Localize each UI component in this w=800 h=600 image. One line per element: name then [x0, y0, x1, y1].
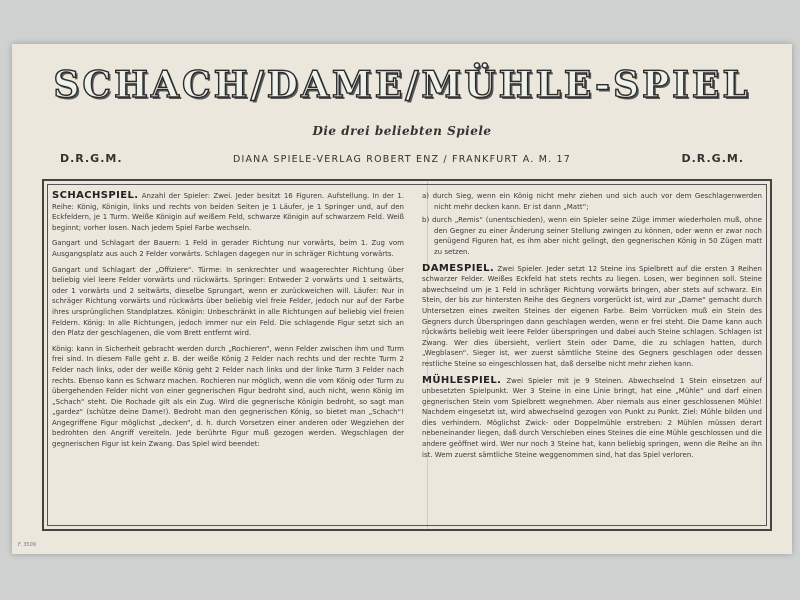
rules-column-left: [52, 191, 404, 455]
page-title: SCHACH/DAME/MÜHLE-SPIEL: [53, 64, 751, 106]
dame-text: Zwei Spieler. Jeder setzt 12 Steine ins Spielbrett auf die ersten 3 Reihen schwarzer Felder. Weißes Eckfeld hat stets rechts zu liegen. Losen, wer beginnen soll. Steine abwechselnd um je 1 Feld in schräger Richtung vorwärts bringen, aber stets auf schwarz. Ein Stein, der bis zur hintersten Reihe des Gegners vorgerückt ist, wird zur „Dame“ gemacht durch Untersetzen eines zweiten Steines der eigenen Farbe. Beim Vorrücken muß ein Stein des Gegners durch Überspringen dann geschlagen werden, wenn er frei steht. Die Dame kann auch rückwärts beliebig weit leere Felder überspringen und dabei auch Steine schlagen. Schlagen ist Zwang. Wer dies übersieht, verliert Stein oder Dame, die zu schlagen hatten, durch „Wegblasen“. Sieger ist, wer zuerst sämtliche Steine des Gegners geschlagen oder dessen restliche Steine so eingeschlossen hat, daß derselbe nicht mehr ziehen kann.: [422, 264, 762, 368]
publisher-line: DIANA SPIELE-VERLAG ROBERT ENZ / FRANKFURT A. M. 17: [232, 154, 572, 165]
koenig-rule: König: kann in Sicherheit gebracht werden durch „Rochieren“, wenn Felder zwischen ihm und Turm frei sind. In diesem Falle geht z. B. der weiße König 2 Felder nach rechts und der rechte Turm 2 Felder nach links, oder der weiße König geht 2 Felder nach links und der linke Turm 3 Felder nach rechts. Ebenso kann es Schwarz machen. Rochieren nur möglich, wenn die vom König oder Turm zu übergehenden Felder nicht von einer gegnerischen Figur bedroht sind, auch nicht, wenn König im „Schach“ steht. Die Rochade gilt als ein Zug. Wird die gegnerische Königin bedroht, so sagt man „gardez“ (schütze deine Dame!). Bedroht man den gegnerischen König, so bietet man „Schach“! Angegriffene Figur möglichst „decken“, d. h. durch Vorsetzen einer anderen oder Wegziehen der bedrohten den Angriff vereiteln. Jede berührte Figur muß gezogen werden. Wegschlagen der gegnerischen Figur ist kein Zwang. Das Spiel wird beendet:: [52, 344, 404, 449]
rules-frame: [42, 179, 772, 531]
offiziere-rule: Gangart und Schlagart der „Offiziere“. Türme: In senkrechter und waagerechter Richtung über beliebig viel leere Felder vorwärts und rückwärts. Springer: Entweder 2 vorwärts und 1 seitwärts, oder 1 vorwärts und 2 seitwärts, dieselbe Sprungart, wenn er zurückweichen will. Läufer: Nur in schräger Richtung vorwärts und rückwärts über beliebig viel freie Felder, jedoch nur auf der Farbe ihres ursprünglichen Standplatzes. Königin: Unbeschränkt in alle Richtungen auf beliebig viel freien Feldern. König: In alle Richtungen, jedoch immer nur ein Feld. Die schlagende Figur setzt sich an den Platz der geschlagenen, die vom Brett entfernt wird.: [52, 265, 404, 338]
rules-column-right: [422, 191, 762, 465]
win-condition-b: b) durch „Remis“ (unentschieden), wenn ein Spieler seine Züge immer wiederholen muß, ohne den Gegner zu einer Änderung seiner Stellung zwingen zu können, oder wenn er zwar noch genügend Figuren hat, es ihm aber nicht gelingt, den gegnerischen König in 50 Zügen matt zu setzen.: [422, 216, 762, 256]
dame-heading: DAMESPIEL.: [422, 262, 495, 274]
muehle-heading: MÜHLESPIEL.: [422, 374, 502, 386]
schach-intro: [52, 191, 404, 233]
game-rules-sheet: [12, 44, 792, 554]
schach-heading: SCHACHSPIEL.: [52, 190, 139, 201]
muehle-section: [422, 376, 762, 461]
drgm-mark-right: D.R.G.M.: [681, 152, 744, 165]
schach-intro-text: Anzahl der Spieler: Zwei. Jeder besitzt 16 Figuren. Aufstellung. In der 1. Reihe: König, Königin, links und rechts von beiden Seiten je 1 Läufer, je 1 Springer und, auf den Eckfeldern, je 1 Turm. Weiße Königin auf weißem Feld, schwarze Königin auf schwarzem Feld. Weiß beginnt; vorher losen. Nach jedem Spiel Farbe wechseln.: [52, 192, 404, 232]
muehle-text: Zwei Spieler mit je 9 Steinen. Abwechselnd 1 Stein einsetzen auf unbesetzten Spielpunkt. Wer 3 Steine in eine Linie bringt, hat eine „Mühle“ und darf einen gegnerischen Stein vom Spielbrett wegnehmen. Aber niemals aus einer geschlossenen Mühle! Nachdem eingesetzt ist, wird abwechselnd gezogen von Punkt zu Punkt. Ziel: Mühle bilden und dies verhindern. Möglichst Zwick- oder Doppelmühle erstreben: 2 Mühlen müssen derart nebeneinander liegen, daß durch Verschieben eines Steines die eine Mühle geschlossen und die andere geöffnet wird. Wer nur noch 3 Steine hat, kann beliebig springen, wenn die Reihe an ihn ist. Wem zuerst sämtliche Steine weggenommen sind, hat das Spiel verloren.: [422, 376, 762, 459]
win-condition-a: a) durch Sieg, wenn ein König nicht mehr ziehen und sich auch vor dem Geschlagenwerden nicht mehr decken kann. Er ist dann „Matt“;: [422, 192, 762, 211]
print-code: F. 3509: [18, 542, 36, 548]
paper-fold-line: [427, 181, 428, 529]
drgm-mark-left: D.R.G.M.: [60, 152, 123, 165]
bauern-rule: Gangart und Schlagart der Bauern: 1 Feld in gerader Richtung nur vorwärts, beim 1. Zug vom Ausgangsplatz aus auch 2 Felder vorwärts. Schlagen dagegen nur in schräger Richtung vorwärts.: [52, 239, 404, 258]
dame-section: [422, 264, 762, 370]
subtitle: Die drei beliebten Spiele: [312, 124, 492, 138]
